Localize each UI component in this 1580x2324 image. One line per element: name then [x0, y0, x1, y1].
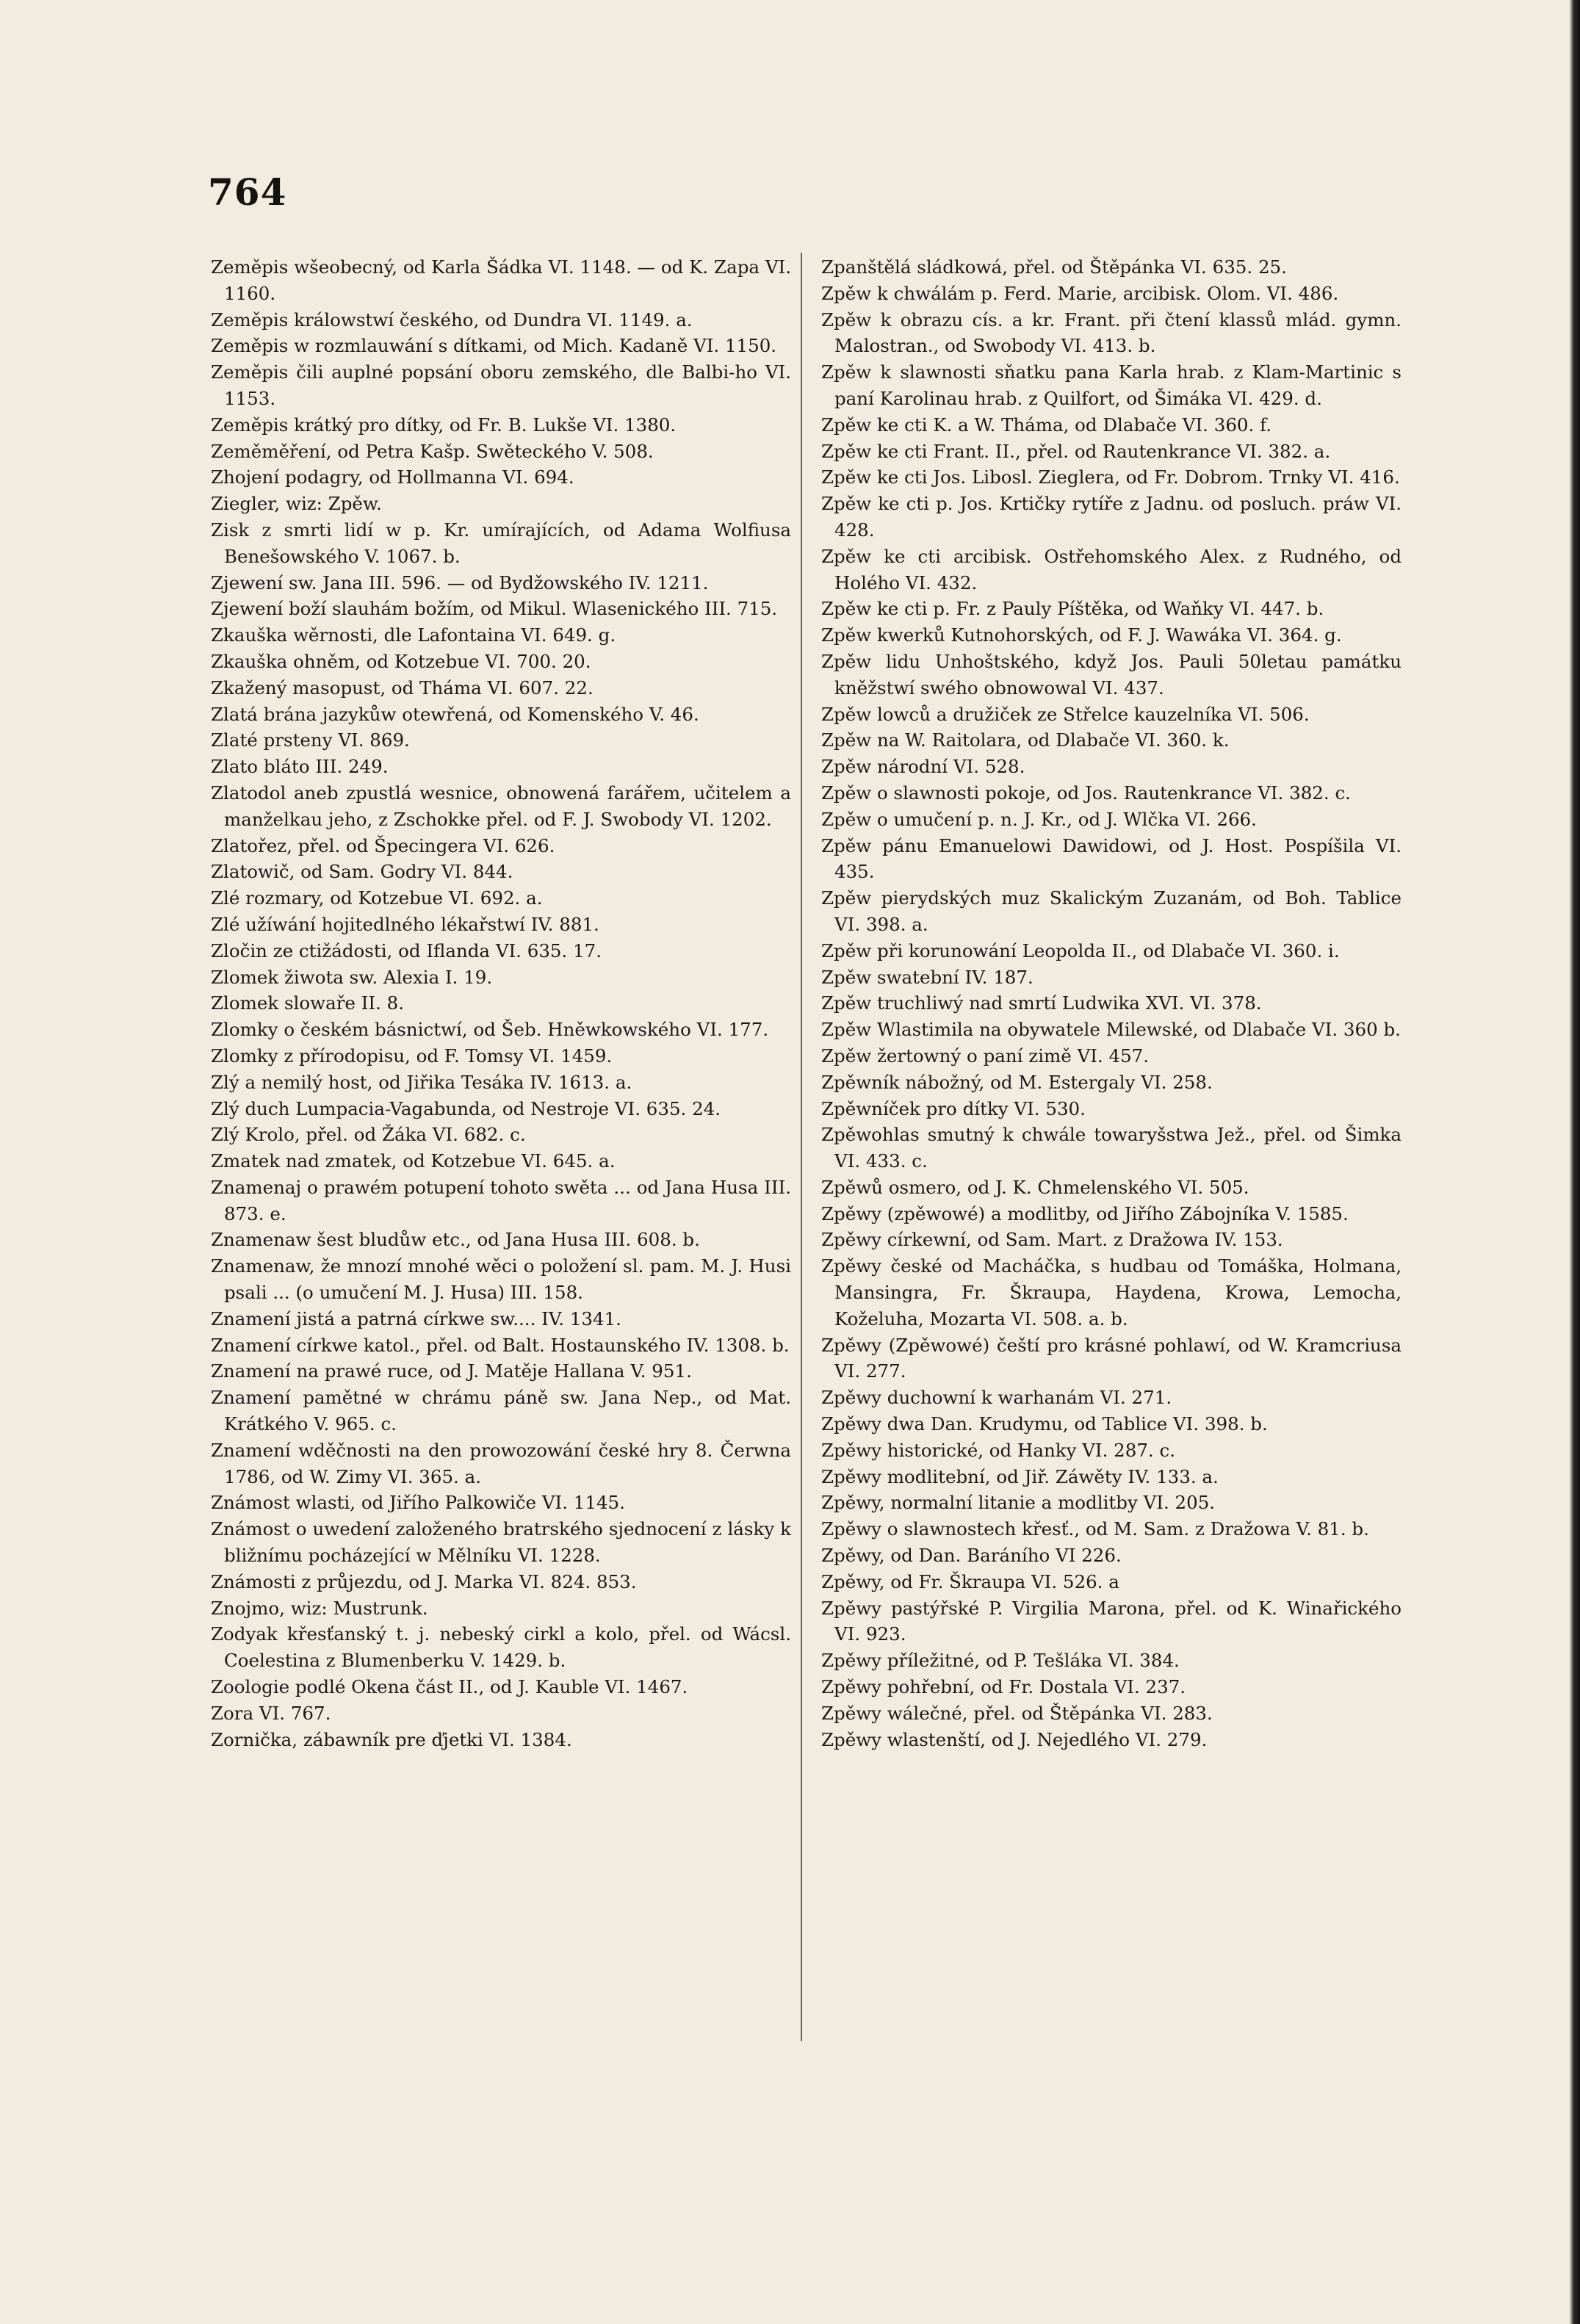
index-entry: Znamení wděčnosti na den prowozowání české hry 8. Čerwna 1786, od W. Zimy VI. 365. a. [211, 1439, 791, 1487]
index-entry: Zmatek nad zmatek, od Kotzebue VI. 645. a. [211, 1150, 616, 1172]
index-entry: Zpěw k slawnosti sňatku pana Karla hrab. z Klam-Martinic s paní Karolinau hrab. z Quilfort, od Šimáka VI. 429. d. [821, 361, 1402, 409]
index-entry: Zkauška ohněm, od Kotzebue VI. 700. 20. [211, 650, 591, 672]
index-entry: Zornička, zábawník pre ďjetki VI. 1384. [211, 1728, 572, 1750]
index-entry: Zlomky z přírodopisu, od F. Tomsy VI. 1459. [211, 1044, 613, 1067]
index-entry: Zlaté prsteny VI. 869. [211, 729, 410, 751]
index-entry: Zpěwy dwa Dan. Krudymu, od Tablice VI. 398. b. [821, 1413, 1268, 1435]
index-entry: Zpěw pánu Emanuelowi Dawidowi, od J. Host. Pospíšila VI. 435. [821, 834, 1402, 883]
index-entry: Zpěw k obrazu cís. a kr. Frant. při čtení klassů mlád. gymn. Malostran., od Swobody VI. 413. b. [821, 308, 1402, 357]
index-entry: Zpěw při korunowání Leopolda II., od Dlabače VI. 360. i. [821, 939, 1340, 961]
index-entry: Zpěw swatební IV. 187. [821, 966, 1034, 988]
index-entry: Zpěw k chwálám p. Ferd. Marie, arcibisk. Olom. VI. 486. [821, 282, 1339, 304]
index-entry: Zpěwy modlitební, od Jiř. Záwěty IV. 133. a. [821, 1465, 1219, 1487]
index-entry: Zodyak křesťanský t. j. nebeský cirkl a kolo, přel. od Wácsl. Coelestina z Blumenberku V. 1429. b. [211, 1623, 791, 1672]
index-entry: Zjewení sw. Jana III. 596. — od Bydžowského IV. 1211. [211, 571, 709, 593]
index-entry: Zlý Krolo, přel. od Žáka VI. 682. c. [211, 1124, 526, 1146]
index-entry: Zlý duch Lumpacia-Vagabunda, od Nestroje VI. 635. 24. [211, 1097, 721, 1119]
index-entry: Ziegler, wiz: Zpěw. [211, 493, 382, 515]
index-entry: Zpěw ke cti Frant. II., přel. od Rautenkrance VI. 382. a. [821, 440, 1331, 462]
index-entry: Zpěw národní VI. 528. [821, 756, 1025, 778]
index-entry: Zpěw na W. Raitolara, od Dlabače VI. 360. k. [821, 729, 1230, 751]
index-entry: Zpěw truchliwý nad smrtí Ludwika XVI. VI. 378. [821, 992, 1262, 1014]
index-entry: Zjewení boží slauhám božím, od Mikul. Wlasenického III. 715. [211, 598, 778, 620]
index-entry: Zpěw ke cti arcibisk. Ostřehomského Alex. z Rudného, od Holého VI. 432. [821, 545, 1402, 593]
index-entry: Známost o uwedení založeného bratrského sjednocení z lásky k bližnímu pocházející w Mělníku VI. 1228. [211, 1518, 791, 1567]
index-entry: Zisk z smrti lidí w p. Kr. umírajících, od Adama Wolfiusa Benešowského V. 1067. b. [211, 519, 791, 567]
index-entry: Zpěwů osmero, od J. K. Chmelenského VI. 505. [821, 1176, 1249, 1198]
index-entry: Zpěwy církewní, od Sam. Mart. z Dražowa IV. 153. [821, 1229, 1283, 1251]
index-entry: Zpanštělá sládkowá, přel. od Štěpánka VI. 635. 25. [821, 256, 1287, 278]
index-entry: Znamení církwe katol., přel. od Balt. Hostaunského IV. 1308. b. [211, 1334, 790, 1356]
index-entry: Zpěwohlas smutný k chwále towaryšstwa Jež., přel. od Šimka VI. 433. c. [821, 1124, 1402, 1172]
index-entry: Zpěw lidu Unhoštského, když Jos. Pauli 50letau památku kněžstwí swého obnowowal VI. 437. [821, 650, 1402, 699]
index-entry: Zpěwy wlastenští, od J. Nejedlého VI. 279. [821, 1728, 1208, 1750]
index-entry: Zhojení podagry, od Hollmanna VI. 694. [211, 466, 574, 488]
index-entry: Zlatořez, přel. od Špecingera VI. 626. [211, 834, 555, 856]
scan-page-edge [1570, 0, 1580, 2324]
index-entry: Známost wlasti, od Jiřího Palkowiče VI. 1145. [211, 1492, 625, 1514]
index-entry: Zeměpis králowstwí českého, od Dundra VI. 1149. a. [211, 308, 693, 331]
index-entry: Zlatowič, od Sam. Godry VI. 844. [211, 861, 513, 883]
index-entry: Zpěwy, normalní litanie a modlitby VI. 205. [821, 1492, 1216, 1514]
index-entry: Znamení pamětné w chrámu páně sw. Jana Nep., od Mat. Krátkého V. 965. c. [211, 1387, 791, 1435]
index-entry: Zlomek slowaře II. 8. [211, 992, 405, 1014]
index-entry: Zpěwník nábožný, od M. Estergaly VI. 258. [821, 1071, 1213, 1093]
index-entry: Zlé užíwání hojitedlného lékařstwí IV. 881. [211, 913, 599, 935]
index-entry: Zpěw kwerků Kutnohorských, od F. J. Wawáka VI. 364. g. [821, 624, 1342, 646]
index-entry: Znamení jistá a patrná církwe sw.... IV. 1341. [211, 1307, 621, 1329]
index-entry: Zpěwy pastýřské P. Virgilia Marona, přel. od K. Winařického VI. 923. [821, 1597, 1402, 1645]
index-entry: Zlomky o českém básnictwí, od Šeb. Hněwkowského VI. 177. [211, 1019, 769, 1041]
index-entry: Známosti z průjezdu, od J. Marka VI. 824. 853. [211, 1570, 637, 1592]
index-entry: Zpěwy příležitné, od P. Tešláka VI. 384. [821, 1650, 1180, 1672]
index-entry: Zpěw ke cti p. Jos. Krtičky rytíře z Jadnu. od posluch. práw VI. 428. [821, 493, 1402, 541]
column-divider [801, 253, 802, 2041]
index-entry: Zlé rozmary, od Kotzebue VI. 692. a. [211, 887, 543, 909]
index-entry: Zpěwy o slawnostech křesť., od M. Sam. z Dražowa V. 81. b. [821, 1518, 1369, 1540]
index-entry: Zpěwníček pro dítky VI. 530. [821, 1097, 1086, 1119]
index-entry: Zpěwy české od Macháčka, s hudbau od Tomáška, Holmana, Mansingra, Fr. Škraupa, Haydena, Krowa, Lemocha, Koželuha, Mozarta VI. 508. a. b. [821, 1255, 1402, 1329]
index-entry: Zpěw ke cti Jos. Libosl. Zieglera, od Fr. Dobrom. Trnky VI. 416. [821, 466, 1400, 488]
index-entry: Zlý a nemilý host, od Jiřika Tesáka IV. 1613. a. [211, 1071, 632, 1093]
index-entry: Zoologie podlé Okena část II., od J. Kauble VI. 1467. [211, 1676, 688, 1698]
index-entry: Zpěw lowců a družiček ze Střelce kauzelníka VI. 506. [821, 703, 1310, 725]
index-entry: Zpěwy, od Fr. Škraupa VI. 526. a [821, 1570, 1119, 1592]
index-entry: Zpěw Wlastimila na obywatele Milewské, od Dlabače VI. 360 b. [821, 1019, 1401, 1041]
index-entry: Znamenaj o prawém potupení tohoto swěta ... od Jana Husa III. 873. e. [211, 1176, 791, 1224]
index-entry: Znamenaw šest bludůw etc., od Jana Husa III. 608. b. [211, 1229, 700, 1251]
index-entry: Zlato bláto III. 249. [211, 756, 389, 778]
page-number: 764 [208, 170, 287, 214]
index-entry: Zpěwy pohřební, od Fr. Dostala VI. 237. [821, 1676, 1186, 1698]
index-entry: Znojmo, wiz: Mustrunk. [211, 1597, 428, 1619]
index-entry: Zora VI. 767. [211, 1702, 331, 1724]
index-entry: Zeměpis krátký pro dítky, od Fr. B. Lukše VI. 1380. [211, 414, 677, 436]
index-entry: Zlomek žiwota sw. Alexia I. 19. [211, 966, 493, 988]
index-entry: Zpěw žertowný o paní zimě VI. 457. [821, 1044, 1150, 1067]
index-entry: Zpěwy, od Dan. Baráního VI 226. [821, 1545, 1122, 1567]
index-entry: Zlatá brána jazykůw otewřená, od Komenského V. 46. [211, 703, 699, 725]
index-entry: Zpěw o slawnosti pokoje, od Jos. Rautenkrance VI. 382. c. [821, 782, 1351, 804]
index-entry: Zeměměření, od Petra Kašp. Swěteckého V. 508. [211, 440, 654, 462]
index-entry: Zpěw pierydských muz Skalickým Zuzanám, od Boh. Tablice VI. 398. a. [821, 887, 1402, 935]
index-entry: Zeměpis čili auplné popsání oboru zemského, dle Balbi-ho VI. 1153. [211, 361, 791, 409]
index-entry: Zlatodol aneb zpustlá wesnice, obnowená farářem, učitelem a manželkau jeho, z Zschokke přel. od F. J. Swobody VI. 1202. [211, 782, 791, 830]
index-column-right [821, 254, 1402, 1753]
index-entry: Znamenaw, že mnozí mnohé wěci o položení sl. pam. M. J. Husi psali ... (o umučení M. J. Husa) III. 158. [211, 1255, 791, 1304]
index-entry: Zpěwy (Zpěwowé) čeští pro krásné pohlawí, od W. Kramcriusa VI. 277. [821, 1334, 1402, 1382]
index-entry: Zpěw ke cti p. Fr. z Pauly Píštěka, od Waňky VI. 447. b. [821, 598, 1324, 620]
index-entry: Zločin ze ctižádosti, od Iflanda VI. 635. 17. [211, 939, 602, 961]
index-entry: Zpěwy (zpěwowé) a modlitby, od Jiřího Zábojníka V. 1585. [821, 1202, 1349, 1224]
index-column-left [211, 254, 791, 1753]
index-entry: Zpěw o umučení p. n. J. Kr., od J. Wlčka VI. 266. [821, 808, 1257, 830]
index-entry: Zeměpis w rozmlauwání s dítkami, od Mich. Kadaně VI. 1150. [211, 335, 777, 357]
index-entry: Zpěw ke cti K. a W. Tháma, od Dlabače VI. 360. f. [821, 414, 1272, 436]
index-entry: Zpěwy historické, od Hanky VI. 287. c. [821, 1439, 1176, 1461]
index-entry: Zkažený masopust, od Tháma VI. 607. 22. [211, 676, 594, 699]
index-entry: Znamení na prawé ruce, od J. Matěje Hallana V. 951. [211, 1360, 692, 1382]
index-entry: Zpěwy duchowní k warhanám VI. 271. [821, 1387, 1172, 1409]
index-entry: Zkauška wěrnosti, dle Lafontaina VI. 649. g. [211, 624, 616, 646]
index-entry: Zpěwy wálečné, přel. od Štěpánka VI. 283. [821, 1702, 1213, 1724]
index-entry: Zeměpis wšeobecný, od Karla Šádka VI. 1148. — od K. Zapa VI. 1160. [211, 256, 791, 304]
